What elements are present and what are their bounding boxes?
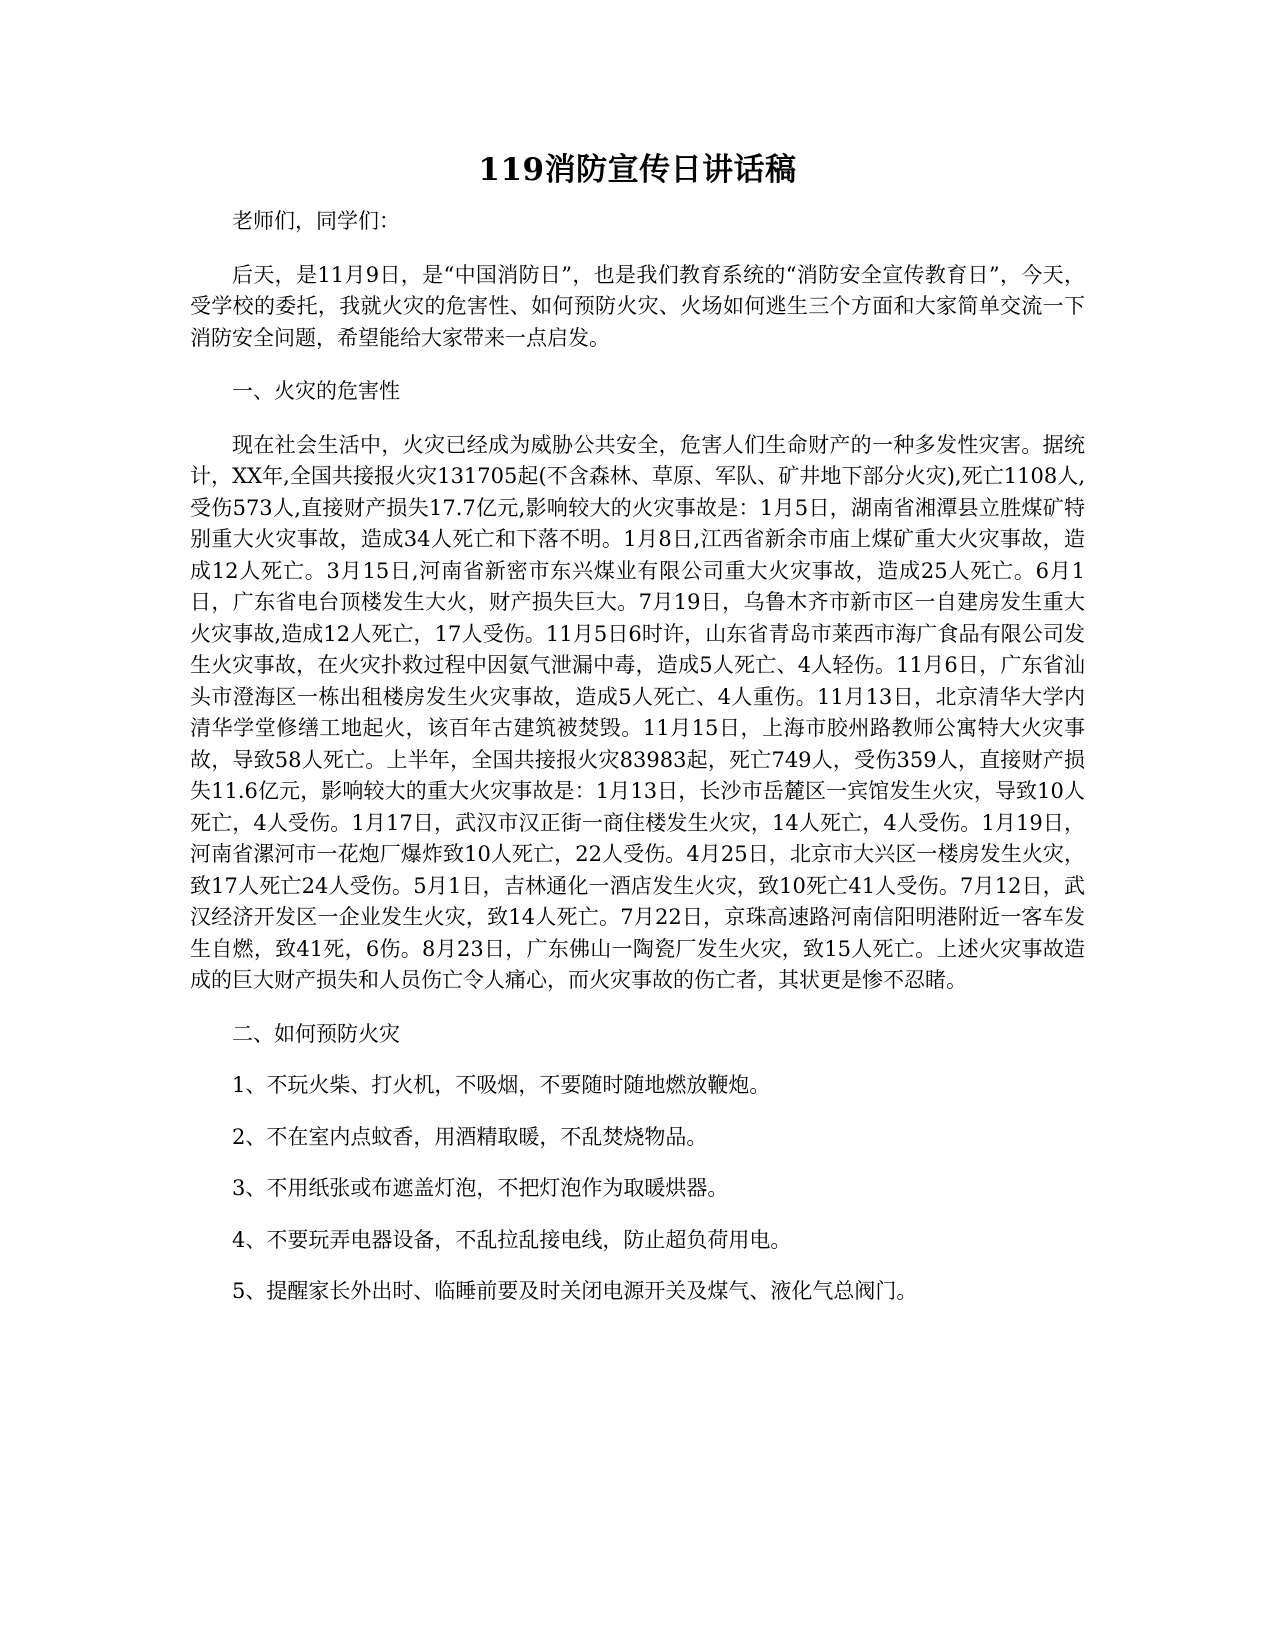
intro-paragraph: 后天，是11月9日，是“中国消防日”，也是我们教育系统的“消防安全宣传教育日”，今天，受学校的委托，我就火灾的危害性、如何预防火灾、火场如何逃生三个方面和大家简单交流一下消防安全问题，希望能给大家带来一点启发。 xyxy=(190,262,1085,350)
prevention-item: 2、不在室内点蚊香，用酒精取暖，不乱焚烧物品。 xyxy=(232,1124,708,1149)
document-title: 119消防宣传日讲话稿 xyxy=(478,152,797,188)
greeting-paragraph: 老师们，同学们： xyxy=(232,209,400,233)
prevention-item: 3、不用纸张或布遮盖灯泡，不把灯泡作为取暖烘器。 xyxy=(232,1176,729,1200)
section-heading-hazards: 一、火灾的危害性 xyxy=(232,379,400,403)
hazards-paragraph: 现在社会生活中，火灾已经成为威胁公共安全，危害人们生命财产的一种多发性灾害。据统计，XX年,全国共接报火灾131705起(不含森林、草原、军队、矿井地下部分火灾),死亡1108人,受伤573人,直接财产损失17.7亿元,影响较大的火灾事故是：1月5日，湖南省湘潭县立胜煤矿特别重大火灾事故，造成34人死亡和下落不明。1月8日,江西省新余市庙上煤矿重大火灾事故，造成12人死亡。3月15日,河南省新密市东兴煤业有限公司重大火灾事故，造成25人死亡。6月1日，广东省电台顶楼发生大火，财产损失巨大。7月19日，乌鲁木齐市新市区一自建房发生重大火灾事故,造成12人死亡，17人受伤。11月5日6时许，山东省青岛市莱西市海广食品有限公司发生火灾事故，在火灾扑救过程中因氨气泄漏中毒，造成5人死亡、4人轻伤。11月6日，广东省汕头市澄海区一栋出租楼房发生火灾事故，造成5人死亡、4人重伤。11月13日，北京清华大学内清华学堂修缮工地起火，该百年古建筑被焚毁。11月15日，上海市胶州路教师公寓特大火灾事故，导致58人死亡。上半年，全国共接报火灾83983起，死亡749人，受伤359人，直接财产损失11.6亿元，影响较大的重大火灾事故是：1月13日，长沙市岳麓区一宾馆发生火灾，导致10人死亡，4人受伤。1月17日，武汉市汉正街一商住楼发生火灾，14人死亡，4人受伤。1月19日，河南省漯河市一花炮厂爆炸致10人死亡，22人受伤。4月25日，北京市大兴区一楼房发生火灾，致17人死亡24人受伤。5月1日，吉林通化一酒店发生火灾，致10死亡41人受伤。7月12日，武汉经济开发区一企业发生火灾，致14人死亡。7月22日，京珠高速路河南信阳明港附近一客车发生自燃，致41死，6伤。8月23日，广东佛山一陶瓷厂发生火灾，致15人死亡。上述火灾事故造成的巨大财产损失和人员伤亡令人痛心，而火灾事故的伤亡者，其状更是惨不忍睹。 xyxy=(190,432,1085,992)
prevention-item: 5、提醒家长外出时、临睡前要及时关闭电源开关及煤气、液化气总阀门。 xyxy=(232,1279,918,1303)
section-heading-prevention: 二、如何预防火灾 xyxy=(232,1021,400,1046)
prevention-item: 1、不玩火柴、打火机，不吸烟，不要随时随地燃放鞭炮。 xyxy=(232,1073,771,1097)
prevention-item: 4、不要玩弄电器设备，不乱拉乱接电线，防止超负荷用电。 xyxy=(232,1227,792,1252)
